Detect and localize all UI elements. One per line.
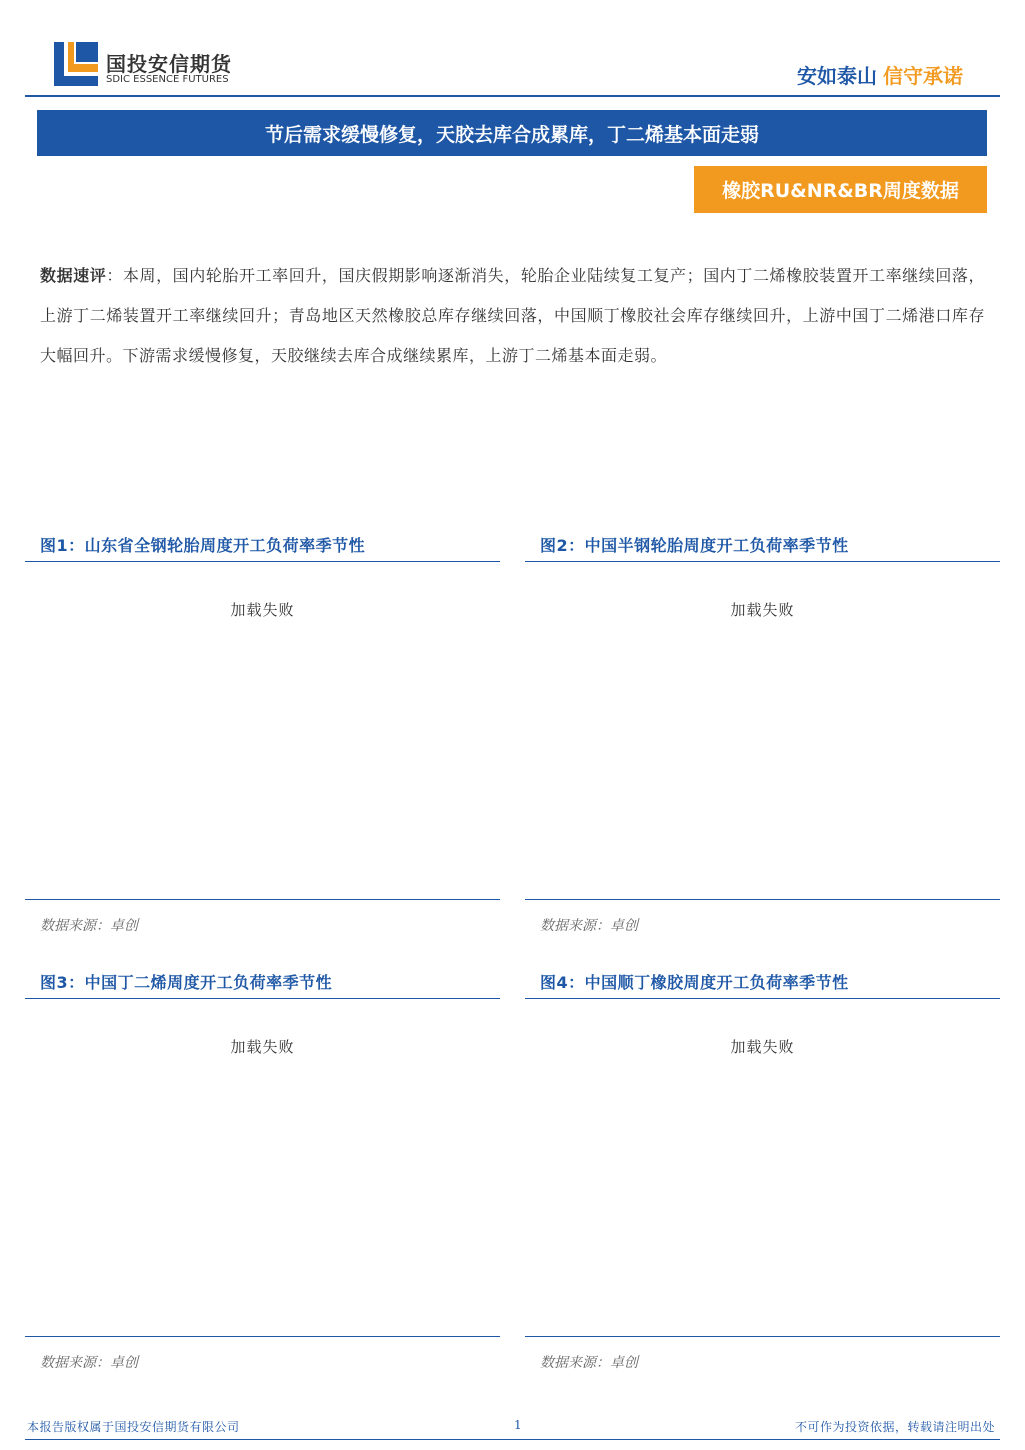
- footer-disclaimer: 不可作为投资依据，转载请注明出处: [794, 1420, 995, 1434]
- figure-bottom-rule: [25, 899, 500, 900]
- figure-top-rule: [25, 561, 500, 562]
- summary-paragraph: [40, 256, 985, 376]
- summary-lead: 数据速评: [40, 266, 107, 285]
- slogan: [797, 60, 963, 89]
- figure-load-failed: 加载失败: [230, 601, 295, 619]
- summary-separator: ：: [106, 266, 123, 285]
- figure-title: 图1：山东省全钢轮胎周度开工负荷率季节性: [40, 536, 366, 555]
- figure-bottom-rule: [25, 1336, 500, 1337]
- figure-bottom-rule: [525, 899, 1000, 900]
- figure-bottom-rule: [525, 1336, 1000, 1337]
- figure-load-failed: 加载失败: [230, 1038, 295, 1056]
- header-divider: [25, 95, 1000, 97]
- figure-source: 数据来源：卓创: [540, 1355, 638, 1371]
- logo-mark-inner-blue: [76, 42, 98, 62]
- report-title: 节后需求缓慢修复，天胶去库合成累库，丁二烯基本面走弱: [37, 110, 987, 156]
- slogan-part-1: 安如泰山: [797, 64, 877, 88]
- page-number: 1: [514, 1418, 522, 1432]
- figure-top-rule: [25, 998, 500, 999]
- summary-text: 本周，国内轮胎开工率回升，国庆假期影响逐渐消失，轮胎企业陆续复工复产；国内丁二烯橡胶装置开工率继续回落，上游丁二烯装置开工率继续回升；青岛地区天然橡胶总库存继续回落，中国顺丁橡胶社会库存继续回升，上游中国丁二烯港口库存大幅回升。下游需求缓慢修复，天胶继续去库合成继续累库，上游丁二烯基本面走弱。: [40, 266, 985, 365]
- slogan-part-2: 信守承诺: [883, 64, 963, 88]
- figure-source: 数据来源：卓创: [540, 918, 638, 934]
- figure-title: 图4：中国顺丁橡胶周度开工负荷率季节性: [540, 973, 849, 992]
- company-name-en: SDIC ESSENCE FUTURES: [106, 74, 229, 85]
- report-tag: 橡胶RU&NR&BR周度数据: [694, 166, 987, 213]
- figure-top-rule: [525, 561, 1000, 562]
- figure-source: 数据来源：卓创: [40, 918, 138, 934]
- figure-load-failed: 加载失败: [730, 601, 795, 619]
- footer-divider: [25, 1439, 1000, 1440]
- company-name-cn: 国投安信期货: [106, 52, 232, 76]
- figure-top-rule: [525, 998, 1000, 999]
- footer-copyright: 本报告版权属于国投安信期货有限公司: [27, 1420, 240, 1434]
- figure-title: 图3：中国丁二烯周度开工负荷率季节性: [40, 973, 333, 992]
- company-logo: [54, 42, 98, 86]
- figure-source: 数据来源：卓创: [40, 1355, 138, 1371]
- figure-load-failed: 加载失败: [730, 1038, 795, 1056]
- figure-title: 图2：中国半钢轮胎周度开工负荷率季节性: [540, 536, 849, 555]
